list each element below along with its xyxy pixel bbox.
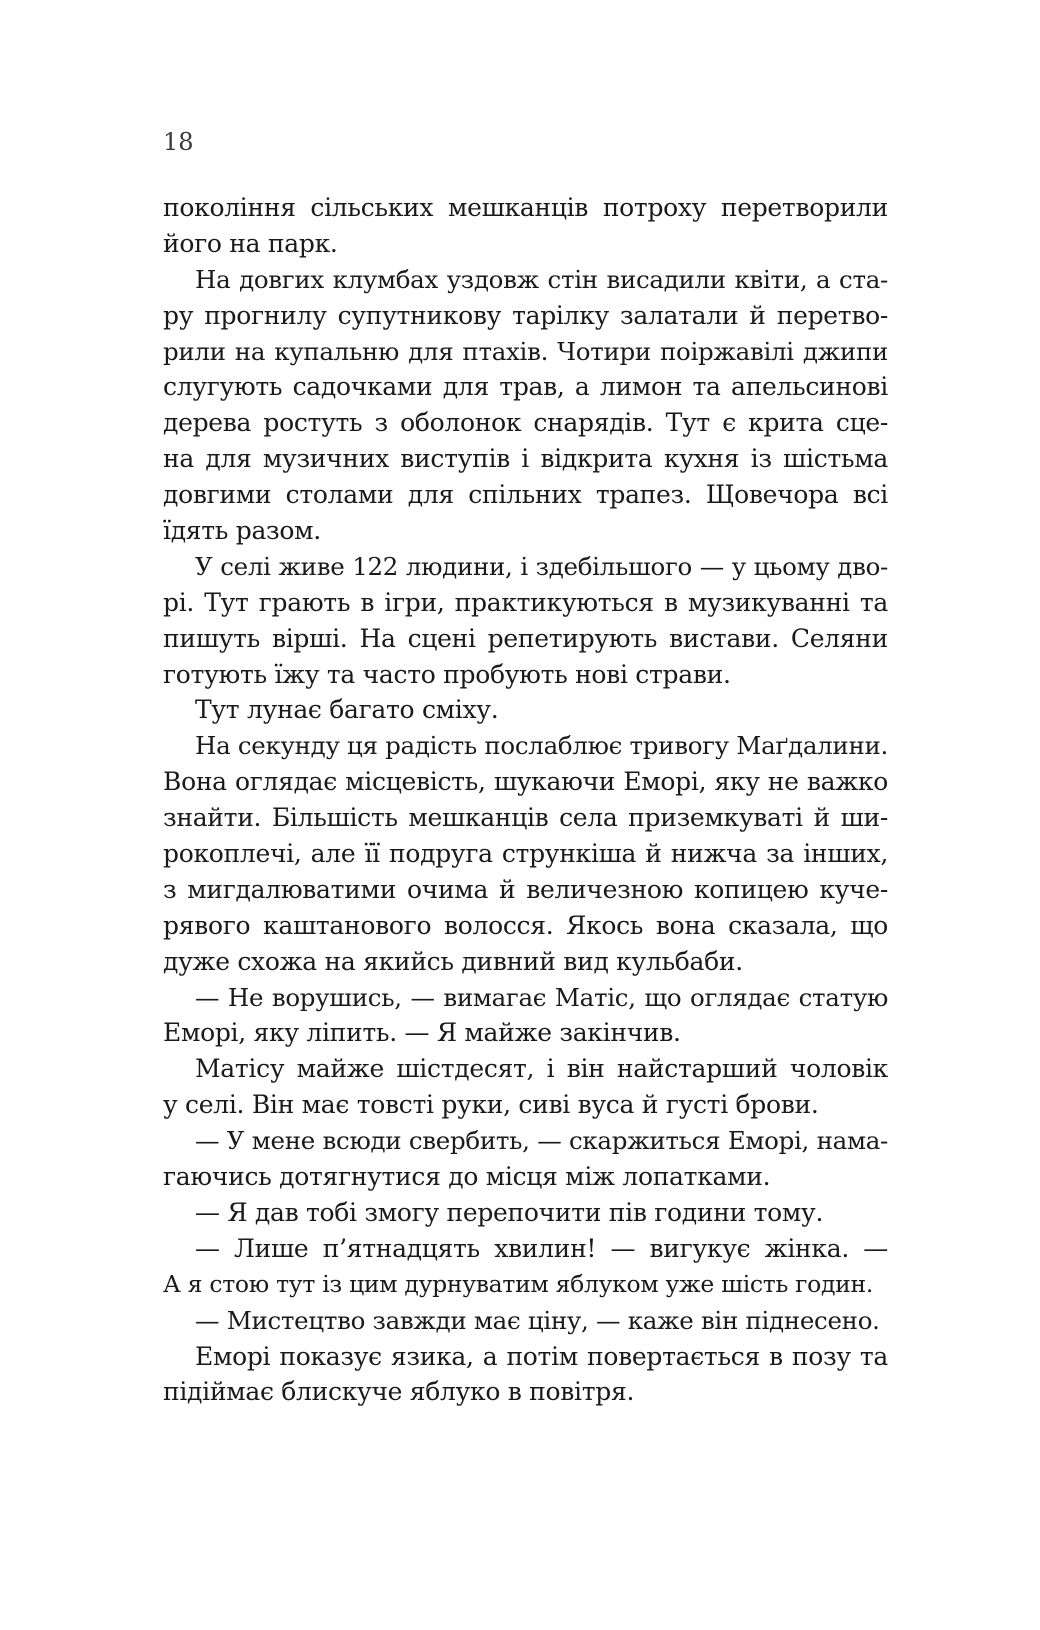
text-line: рі. Тут грають в ігри, практикуються в музикуванні та (163, 587, 888, 617)
text-line: А я стою тут із цим дурнуватим яблуком уже шість годин. (163, 1269, 874, 1298)
paragraph (163, 262, 888, 549)
text-line: — Я дав тобі змогу перепочити пів години тому. (195, 1197, 824, 1227)
text-line: довгими столами для спільних трапез. Щовечора всі (163, 480, 888, 510)
text-line: підіймає блискуче яблуко в повітря. (163, 1377, 635, 1407)
text-line: На секунду ця радість послаблює тривогу Маґдалини. (195, 731, 888, 761)
text-line: — У мене всюди свербить, — скаржиться Еморі, нама- (195, 1126, 888, 1156)
text-line: у селі. Він має товсті руки, сиві вуса й густі брови. (163, 1090, 819, 1120)
text-line: У селі живе 122 людини, і здебільшого — у цьому дво- (195, 551, 888, 581)
text-line: Вона оглядає місцевість, шукаючи Еморі, яку не важко (163, 767, 888, 797)
text-line: їдять разом. (163, 516, 321, 546)
paragraph (163, 1339, 888, 1411)
text-line: дуже схожа на якийсь дивний вид кульбаби. (163, 946, 743, 976)
paragraph (163, 1195, 888, 1231)
text-line: Еморі показує язика, а потім повертається в позу та (195, 1341, 888, 1371)
text-line: з мигдалюватими очима й величезною копицею куче- (163, 874, 888, 904)
text-line: Тут лунає багато сміху. (195, 695, 499, 725)
text-line: — Лише п’ятнадцять хвилин! — вигукує жінка. — (195, 1233, 888, 1263)
text-line: його на парк. (163, 228, 338, 258)
paragraph (163, 1303, 888, 1339)
paragraph (163, 1231, 888, 1303)
paragraph (163, 1123, 888, 1195)
text-line: на для музичних виступів і відкрита кухня із шістьма (163, 444, 888, 474)
text-line: слугують садочками для трав, а лимон та апельсинові (163, 372, 888, 402)
text-line: — Не ворушись, — вимагає Матіс, що оглядає статую (195, 982, 888, 1012)
text-line: рокоплечі, але її подруга стрункіша й нижча за інших, (163, 839, 888, 869)
text-line: — Мистецтво завжди має ціну, — каже він піднесено. (195, 1305, 880, 1335)
text-line: Матісу майже шістдесят, і він найстарший чоловік (195, 1054, 888, 1084)
text-line: рили на купальню для птахів. Чотири поіржавілі джипи (163, 336, 888, 366)
text-line: пишуть вірші. На сцені репетирують вистави. Селяни (163, 623, 888, 653)
paragraph (163, 692, 888, 728)
text-line: ру прогнилу супутникову тарілку залатали й перетво- (163, 300, 888, 330)
paragraph (163, 549, 888, 693)
text-line: рявого каштанового волосся. Якось вона сказала, що (163, 910, 888, 940)
text-line: На довгих клумбах уздовж стін висадили квіти, а ста- (195, 264, 888, 294)
paragraph (163, 190, 888, 262)
paragraph (163, 1051, 888, 1123)
page-number: 18 (163, 128, 194, 156)
text-line: дерева ростуть з оболонок снарядів. Тут є крита сце- (163, 408, 888, 438)
paragraph (163, 980, 888, 1052)
body-text (163, 190, 888, 1410)
text-line: покоління сільських мешканців потроху перетворили (163, 193, 888, 222)
text-line: Еморі, яку ліпить. — Я майже закінчив. (163, 1018, 681, 1048)
text-line: знайти. Більшість мешканців села приземкуваті й ши- (163, 803, 888, 833)
text-line: готують їжу та часто пробують нові страви. (163, 659, 731, 689)
text-line: гаючись дотягнутися до місця між лопатками. (163, 1162, 771, 1192)
paragraph (163, 728, 888, 979)
